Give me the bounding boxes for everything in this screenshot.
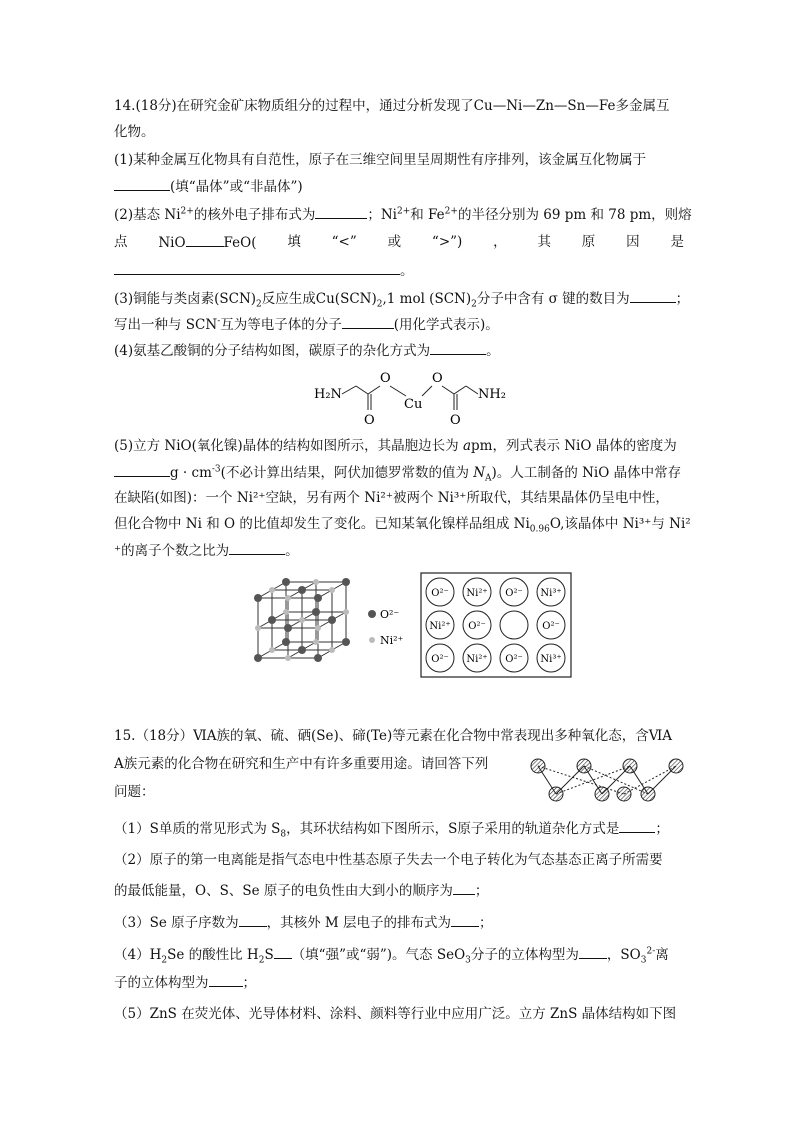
q14-part1-line1: (1)某种金属互化物具有自范性，原子在三维空间里呈周期性有序排列，该金属互化物属于 [114,152,647,168]
nio-crystal-lattice [248,572,418,682]
ion-cell-label: Ni²⁺ [466,588,488,599]
answer-blank[interactable] [342,314,394,329]
q15-header: 15.（18分）ⅥA族的氧、硫、硒(Se)、碲(Te)等元素在化合物中常表现出多种氧化态，含ⅥA [114,728,673,744]
oxygen-label: O [432,371,443,386]
ion-cell-label: Ni²⁺ [429,621,451,632]
ion-cell-label: O²⁻ [468,621,486,632]
q15-header-line2: A族元素的化合物在研究和生产中有许多重要用途。请回答下列 [114,756,489,772]
answer-blank[interactable] [209,972,243,987]
ion-cell-label: Ni²⁺ [466,654,488,665]
q15-part2-line1: （2）原子的第一电离能是指气态电中性基态原子失去一个电子转化为气态基态正离子所需要 [114,852,663,868]
q14-part5-line4: 但化合物中 Ni 和 O 的比值却发生了变化。已知某氧化镍样品组成 $Ni_{0.96}O$,该晶体中 Ni³⁺与 Ni² [114,516,691,535]
vacancy-cell [500,611,528,639]
answer-blank[interactable] [315,204,367,219]
copper-label: Cu [404,397,423,412]
q15-part1: （1）S单质的常见形式为 $S_8$，其环状结构如下图所示，S原子采用的轨道杂化方式是 ； [114,818,684,839]
q15-part3: （3）Se 原子序数为 ，其核外 M 层电子的排布式为 ； [114,912,684,933]
q14-part5-line5: ⁺的离子个数之比为 。 [114,540,684,561]
ion-cell-label: O²⁻ [431,588,449,599]
q15-part4-line1: $(4)H_2Se$ 的酸性比 $H_2S$ （填“强”或“弱”)。气态 SeO$_3$分子的立体构型为 ，$SO_3^{2-}$离 [114,944,684,965]
q14-part3-line2: 写出一种与 SCN-互为等电子体的分子 (用化学式表示)。 [114,314,684,335]
q15-part2-line2: 的最低能量，O、S、Se 原子的电负性由大到小的顺序为 ； [114,880,684,901]
answer-blank[interactable] [114,462,170,477]
ion-spheres [254,578,350,662]
ion-cell-label: O²⁻ [505,654,523,665]
nickel-legend-icon [369,637,375,643]
answer-blank[interactable] [186,232,224,247]
q15-header-line3: 问题： [114,784,155,800]
answer-blank[interactable] [229,540,285,555]
answer-blank[interactable] [630,288,676,303]
ion-cell-label: O²⁻ [431,654,449,665]
oxide-legend-label: O²⁻ [380,608,400,621]
q14-part5-line3: 在缺陷(如图)：一个 Ni²⁺空缺，另有两个 Ni²⁺被两个 Ni³⁺所取代，其结果晶体仍呈电中性， [114,490,669,506]
answer-blank[interactable] [451,912,479,927]
glycinate-copper-structure [308,366,518,430]
q14-header: 14.(18分)在研究金矿床物质组分的过程中，通过分析发现了Cu—Ni—Zn—Sn—Fe多金属互 [114,98,670,114]
ion-cell-label: O²⁻ [505,588,523,599]
amino-group-right: NH₂ [478,387,506,402]
s8-ring-structure [526,754,688,810]
ion-cell-label: Ni³⁺ [540,588,562,599]
answer-blank[interactable] [579,944,607,959]
answer-blank[interactable] [114,260,400,275]
q14-header-cont: 化物。 [114,124,155,140]
answer-blank[interactable] [430,340,486,355]
oxygen-label: O [364,413,375,428]
q14-part2-line2: 点 NiO FeO( 填 “<” 或 “>”) ， 其 原 因 是 [114,234,684,251]
answer-blank[interactable] [239,912,267,927]
q15-part4-line2: 子的立体构型为 ； [114,972,684,993]
q14-part2-line3: 。 [114,260,684,281]
q14-part1-line2: (填“晶体”或“非晶体”) [114,176,684,197]
nickel-legend-label: Ni²⁺ [380,634,404,647]
q14-part2-line1: (2)基态 $Ni^{2+}$的核外电子排布式为 ；$Ni^{2+}$和 $Fe^{2+}$的半径分别为 69 pm 和 78 pm，则熔 [114,204,684,225]
ion-cell-label: Ni³⁺ [540,654,562,665]
amino-group-left: H₂N [314,387,342,402]
ion-cell-label: O²⁻ [542,621,560,632]
q14-part3-line1: (3)铜能与类卤素$(SCN)_2$反应生成$Cu(SCN)_2,1$ mol $(SCN)_2$分子中含有 σ 键的数目为 ； [114,288,684,309]
q14-part4: (4)氨基乙酸铜的分子结构如图，碳原子的杂化方式为 。 [114,340,684,361]
q14-part5-line1: (5)立方 NiO(氧化镍)晶体的结构如图所示，其晶胞边长为 apm，列式表示 NiO 晶体的密度为 [114,438,677,454]
q14-part5-line2: $g \cdot cm^{-3}$(不必计算出结果，阿伏加德罗常数的值为 $N_A$)。人工制备的 NiO 晶体中常存 [114,462,684,483]
answer-blank[interactable] [274,944,292,959]
answer-blank[interactable] [114,176,170,191]
oxide-legend-icon [368,610,376,618]
answer-blank[interactable] [453,880,475,895]
oxygen-label: O [450,413,461,428]
nio-defect-grid [420,572,572,678]
sulfur-atoms [531,759,683,801]
oxygen-label: O [380,371,391,386]
answer-blank[interactable] [619,818,655,833]
q15-part5: （5）ZnS 在荧光体、光导体材料、涂料、颜料等行业中应用广泛。立方 ZnS 晶体结构如下图 [114,1006,677,1022]
